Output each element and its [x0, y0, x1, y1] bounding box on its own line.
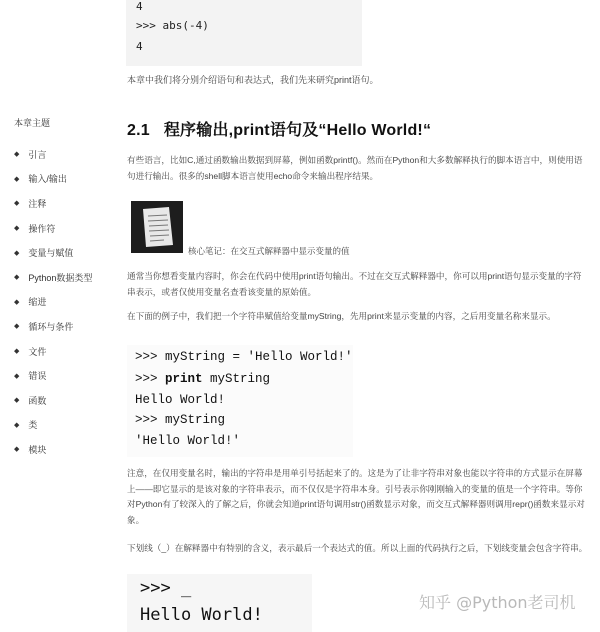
code-line: 4 — [136, 40, 143, 53]
topic-item-io[interactable]: ◆ 输入/输出 — [14, 174, 67, 185]
sidebar-title: 本章主题 — [14, 118, 51, 128]
topic-item-intro[interactable]: ◆ 引言 — [14, 149, 47, 160]
code-line: 4 — [136, 0, 143, 13]
section-heading — [127, 117, 431, 140]
zhihu-watermark: 知乎 @Python老司机 — [419, 593, 576, 612]
topic-item-functions[interactable]: ◆ 函数 — [14, 395, 47, 406]
topic-item-modules[interactable]: ◆ 模块 — [14, 444, 47, 455]
diamond-bullet-icon: ◆ — [14, 225, 20, 233]
diamond-bullet-icon: ◆ — [14, 323, 20, 331]
diamond-bullet-icon: ◆ — [14, 372, 20, 380]
diamond-bullet-icon: ◆ — [14, 200, 20, 208]
paragraph-repr-note: 注意，在仅用变量名时，输出的字符串是用单引号括起来了的。这是为了让非字符串对象也能以字符串的方式显示在屏幕上——即它显示的是该对象的字符串表示，而不仅仅是字符串本身。引号表示你刚刚输入的变量的值是一个字符串。等你对Python有了较深入的了解之后，你就会知道print语句调用str()函数显示对象，而交互式解释器则调用repr()函数来显示对象。 — [127, 468, 585, 525]
code-line: >>> print myString — [135, 372, 271, 386]
topic-item-variables[interactable]: ◆ 变量与赋值 — [14, 248, 74, 259]
diamond-bullet-icon: ◆ — [14, 274, 20, 282]
code-line: >>> abs(-4) — [136, 19, 209, 32]
core-note-caption: 核心笔记：在交互式解释器中显示变量的值 — [188, 246, 350, 256]
code-line: Hello World! — [135, 393, 226, 407]
chapter-topics-sidebar — [14, 116, 119, 462]
paragraph-example-intro: 在下面的例子中，我们把一个字符串赋值给变量myString，先用print来显示变量的内容，之后用变量名称来显示。 — [127, 311, 556, 321]
topic-item-classes[interactable]: ◆ 类 — [14, 420, 38, 431]
topic-item-loops[interactable]: ◆ 循环与条件 — [14, 321, 74, 332]
diamond-bullet-icon: ◆ — [14, 249, 20, 257]
diamond-bullet-icon: ◆ — [14, 348, 20, 356]
code-block-underscore — [127, 574, 312, 632]
code-line: 'Hello World!' — [135, 434, 241, 448]
paragraph-print-intro: 有些语言，比如C,通过函数输出数据到屏幕，例如函数printf()。然而在Python和大多数解释执行的脚本语言中，则使用语句进行输出。很多的shell脚本语言使用echo命令来输出程序结果。 — [127, 155, 583, 181]
topic-item-comments[interactable]: ◆ 注释 — [14, 198, 47, 209]
diamond-bullet-icon: ◆ — [14, 421, 20, 429]
note-icon — [131, 201, 183, 253]
diamond-bullet-icon: ◆ — [14, 298, 20, 306]
diamond-bullet-icon: ◆ — [14, 175, 20, 183]
print-keyword: print — [165, 372, 203, 386]
code-line: Hello World! — [140, 605, 263, 625]
topic-item-datatypes[interactable]: ◆ Python数据类型 — [14, 272, 93, 283]
topic-list — [14, 142, 119, 462]
section-title: 程序输出,print语句及“Hello World!“ — [163, 122, 432, 139]
code-line: >>> _ — [140, 578, 192, 598]
paragraph-underscore: 下划线（_）在解释器中有特别的含义，表示最后一个表达式的值。所以上面的代码执行之后，下划线变量会包含字符串。 — [127, 543, 588, 553]
topic-item-errors[interactable]: ◆ 错误 — [14, 371, 47, 382]
diamond-bullet-icon: ◆ — [14, 397, 20, 405]
section-number: 2.1 — [127, 122, 150, 139]
code-line: >>> myString = 'Hello World!' — [135, 350, 353, 364]
paragraph-variable-display: 通常当你想看变量内容时，你会在代码中使用print语句输出。不过在交互式解释器中，你可以用print语句显示变量的字符串表示，或者仅使用变量名查看该变量的原始值。 — [127, 271, 582, 297]
diamond-bullet-icon: ◆ — [14, 446, 20, 454]
code-line: >>> myString — [135, 413, 226, 427]
topic-item-indentation[interactable]: ◆ 缩进 — [14, 297, 47, 308]
diamond-bullet-icon: ◆ — [14, 151, 20, 159]
code-block-mystring — [127, 345, 353, 457]
topic-item-files[interactable]: ◆ 文件 — [14, 346, 47, 357]
topic-item-operators[interactable]: ◆ 操作符 — [14, 223, 56, 234]
code-block-abs — [126, 0, 362, 66]
intro-text: 本章中我们将分别介绍语句和表达式，我们先来研究print语句。 — [127, 75, 379, 85]
